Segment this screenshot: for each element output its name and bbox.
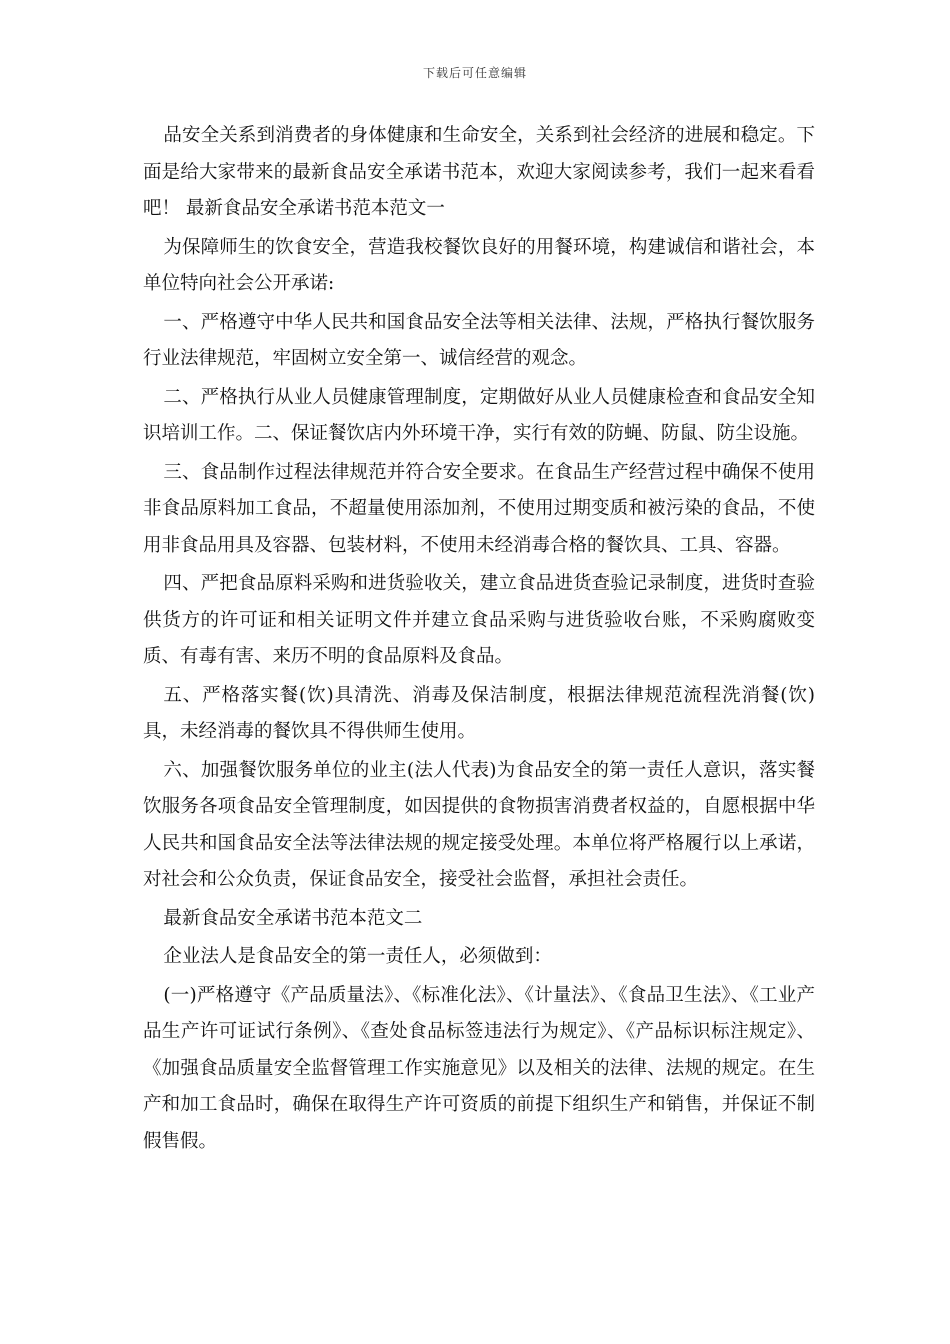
paragraph-item-4: 四、严把食品原料采购和进货验收关，建立食品进货查验记录制度，进货时查验供货方的许可证和相关证明文件并建立食品采购与进货验收台账，不采购腐败变质、有毒有害、来历不明的食品原料及食品。 [143, 573, 815, 667]
paragraph-legal-rep: 企业法人是食品安全的第一责任人，必须做到： [163, 946, 552, 967]
paragraph-clause-1: (一)严格遵守《产品质量法》、《标准化法》、《计量法》、《食品卫生法》、《工业产品生产许可证试行条例》、《查处食品标签违法行为规定》、《产品标识标注规定》、《加强食品质量安全监督管理工作实施意见》以及相关的法律、法规的规定。在生产和加工食品时，确保在取得生产许可资质的前提下组织生产和销售，并保证不制假售假。 [143, 984, 815, 1152]
section-heading-2: 最新食品安全承诺书范本范文二 [163, 907, 423, 929]
paragraph-item-2: 二、严格执行从业人员健康管理制度，定期做好从业人员健康检查和食品安全知识培训工作。二、保证餐饮店内外环境干净，实行有效的防蝇、防鼠、防尘设施。 [143, 386, 815, 444]
paragraph-item-6: 六、加强餐饮服务单位的业主(法人代表)为食品安全的第一责任人意识，落实餐饮服务各项食品安全管理制度，如因提供的食物损害消费者权益的，自愿根据中华人民共和国食品安全法等法律法规的规定接受处理。本单位将严格履行以上承诺，对社会和公众负责，保证食品安全，接受社会监督，承担社会责任。 [143, 759, 815, 890]
paragraph-item-1: 一、严格遵守中华人民共和国食品安全法等相关法律、法规，严格执行餐饮服务行业法律规范，牢固树立安全第一、诚信经营的观念。 [143, 311, 815, 369]
page-header: 下载后可任意编辑 [422, 66, 527, 80]
paragraph-pledge-intro: 为保障师生的饮食安全，营造我校餐饮良好的用餐环境，构建诚信和谐社会，本单位特向社会公开承诺: [143, 236, 815, 294]
paragraph-item-3: 三、食品制作过程法律规范并符合安全要求。在食品生产经营过程中确保不使用非食品原料加工食品，不超量使用添加剂，不使用过期变质和被污染的食品，不使用非食品用具及容器、包装材料，不使用未经消毒合格的餐饮具、工具、容器。 [143, 461, 815, 556]
paragraph-intro: 品安全关系到消费者的身体健康和生命安全，关系到社会经济的进展和稳定。下面是给大家带来的最新食品安全承诺书范本，欢迎大家阅读参考，我们一起来看看吧！ 最新食品安全承诺书范本范文一 [143, 125, 815, 219]
paragraph-item-5: 五、严格落实餐(饮)具清洗、消毒及保洁制度，根据法律规范流程洗消餐(饮)具，未经消毒的餐饮具不得供师生使用。 [143, 684, 815, 742]
document-body [143, 118, 815, 1162]
